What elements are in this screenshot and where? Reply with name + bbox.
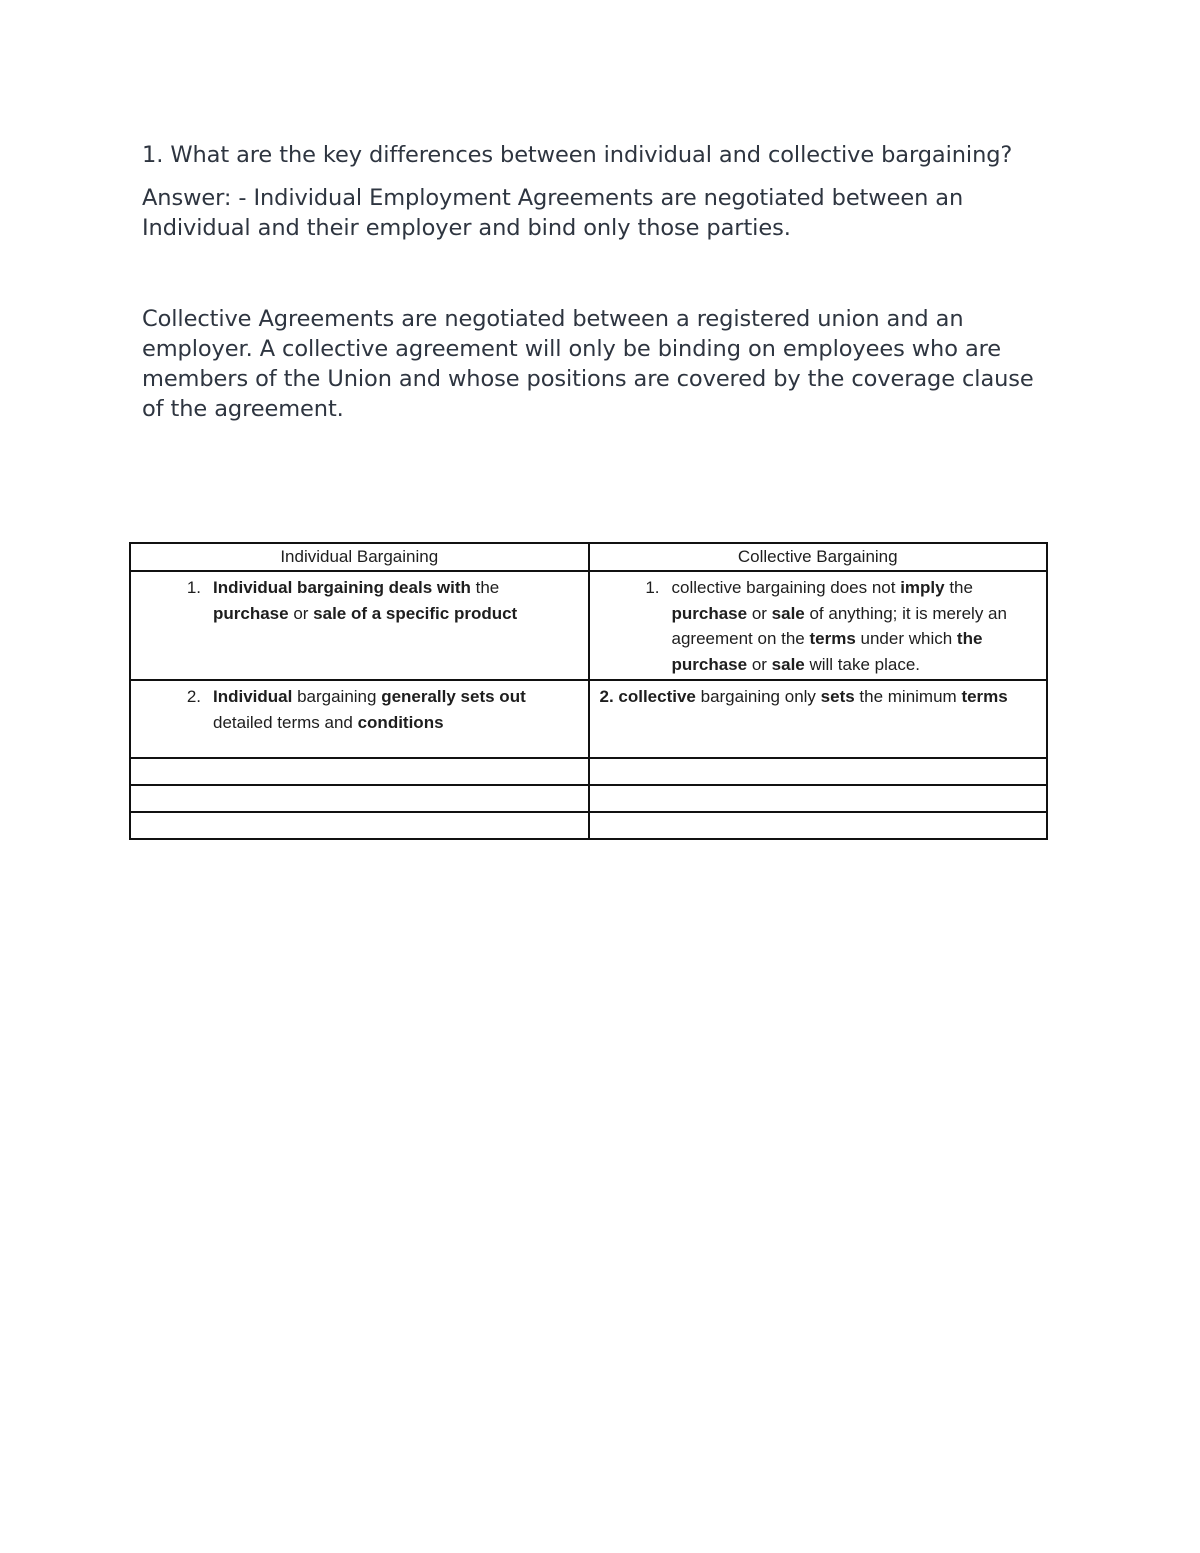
bold-text-segment: the purchase bbox=[671, 629, 983, 674]
text-segment: bargaining only bbox=[695, 687, 821, 706]
text-segment: collective bargaining does not bbox=[671, 578, 901, 597]
bold-text-segment: Individual bbox=[213, 687, 293, 706]
cell-text bbox=[590, 681, 1047, 712]
text-segment: or bbox=[747, 654, 772, 674]
table-cell-empty bbox=[589, 785, 1048, 812]
header-collective-bargaining: Collective Bargaining bbox=[589, 543, 1048, 571]
cell-text bbox=[672, 575, 1039, 677]
table-cell-empty bbox=[130, 785, 589, 812]
text-segment: the bbox=[470, 578, 500, 597]
text-segment: detailed terms and bbox=[213, 712, 358, 732]
table-row-empty bbox=[130, 785, 1047, 812]
bold-text-segment: generally sets out bbox=[381, 687, 526, 706]
text-segment: the minimum bbox=[854, 687, 962, 706]
table-cell-collective-2 bbox=[589, 680, 1048, 758]
document-body bbox=[142, 140, 1062, 424]
list-number: 2. bbox=[186, 687, 201, 706]
bold-text-segment: terms bbox=[809, 629, 856, 648]
cell-text bbox=[213, 575, 580, 626]
cell-text bbox=[213, 684, 580, 735]
collective-agreements-paragraph: Collective Agreements are negotiated between a registered union and an employer. A collective agreement will only be binding on employees who are members of the Union and whose positions are covered by the coverage clause of the agreement. bbox=[142, 306, 1034, 422]
text-segment: bargaining bbox=[292, 687, 382, 706]
text-segment: of anything; it is merely an agreement on the bbox=[671, 603, 1007, 648]
bold-text-segment: imply bbox=[900, 578, 945, 597]
bold-text-segment: purchase bbox=[671, 603, 748, 623]
bold-text-segment: conditions bbox=[357, 712, 444, 732]
table-row bbox=[130, 680, 1047, 758]
bold-text-segment: sale of a specific product bbox=[313, 603, 518, 623]
bold-text-segment: terms bbox=[961, 687, 1008, 706]
table-header-row bbox=[130, 543, 1047, 571]
table-cell-empty bbox=[589, 812, 1048, 839]
question-heading: 1. What are the key differences between individual and collective bargaining? bbox=[142, 142, 1013, 168]
text-segment: will take place. bbox=[804, 654, 921, 674]
bold-text-segment: 2. collective bbox=[599, 687, 696, 706]
text-segment: or bbox=[747, 603, 772, 623]
text-segment: under which bbox=[855, 629, 957, 648]
table-cell-individual-2 bbox=[130, 680, 589, 758]
table-cell-collective-1 bbox=[589, 571, 1048, 680]
table-row-empty bbox=[130, 812, 1047, 839]
text-segment: the bbox=[944, 578, 973, 597]
text-segment: or bbox=[288, 603, 314, 623]
table-cell-individual-1 bbox=[130, 571, 589, 680]
table-row bbox=[130, 571, 1047, 680]
comparison-table bbox=[129, 542, 1048, 840]
bold-text-segment: sale bbox=[771, 603, 805, 623]
bold-text-segment: Individual bargaining deals with bbox=[213, 578, 471, 597]
table-cell-empty bbox=[130, 812, 589, 839]
list-number: 1. bbox=[186, 578, 201, 597]
bold-text-segment: purchase bbox=[213, 603, 289, 623]
table-cell-empty bbox=[589, 758, 1048, 785]
table-cell-empty bbox=[130, 758, 589, 785]
header-individual-bargaining: Individual Bargaining bbox=[130, 543, 589, 571]
table-row-empty bbox=[130, 758, 1047, 785]
answer-intro: Answer: - Individual Employment Agreements are negotiated between an Individual and their employer and bind only those parties. bbox=[142, 185, 964, 241]
bold-text-segment: sets bbox=[820, 687, 855, 706]
list-number: 1. bbox=[645, 578, 660, 597]
bold-text-segment: sale bbox=[771, 654, 805, 674]
